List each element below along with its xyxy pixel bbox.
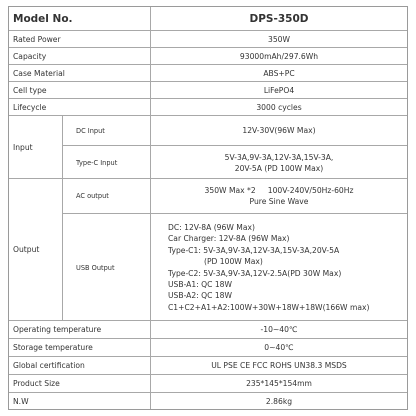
env-row-storage-temp xyxy=(9,339,407,357)
env-value: UL PSE CE FCC ROHS UN38.3 MSDS xyxy=(211,361,347,370)
usb-line: Car Charger: 12V-8A (96W Max) xyxy=(168,234,290,244)
ac-output-line: Pure Sine Wave xyxy=(249,197,309,206)
spec-row-capacity xyxy=(9,48,407,65)
usb-line: USB-A1: QC 18W xyxy=(168,279,233,289)
model-value: DPS-350D xyxy=(249,12,309,25)
usb-line: Type-C2: 5V-3A,9V-3A,12V-2.5A(PD 30W Max) xyxy=(168,268,342,278)
env-row-certification xyxy=(9,357,407,375)
input-section xyxy=(9,116,407,179)
output-section xyxy=(9,179,407,321)
spec-label: Rated Power xyxy=(9,31,151,47)
spec-row-lifecycle xyxy=(9,99,407,116)
spec-value: 93000mAh/297.6Wh xyxy=(239,51,319,61)
usb-line: DC: 12V-8A (96W Max) xyxy=(168,222,255,232)
usb-output-label: USB Output xyxy=(63,214,151,321)
spec-table xyxy=(8,6,408,410)
env-label: Global certification xyxy=(9,357,151,374)
env-row-operating-temp xyxy=(9,321,407,339)
output-label: Output xyxy=(9,179,63,320)
usb-line: (PD 100W Max) xyxy=(204,257,263,267)
spec-label: Cell type xyxy=(9,82,151,98)
typec-input-label: Type-C Input xyxy=(63,146,151,179)
env-row-product-size xyxy=(9,375,407,393)
usb-output-value xyxy=(151,214,407,321)
usb-line: Type-C1: 5V-3A,9V-3A,12V-3A,15V-3A,20V-5A xyxy=(168,245,340,255)
spec-label: Capacity xyxy=(9,48,151,64)
usb-output-lines xyxy=(168,222,369,313)
spec-value: LiFePO4 xyxy=(263,85,295,95)
env-label: Operating temperature xyxy=(9,321,151,338)
env-value: -10~40℃ xyxy=(260,325,298,334)
ac-output-line: 350W Max *2 100V-240V/50Hz-60Hz xyxy=(204,186,354,195)
spec-label: Lifecycle xyxy=(9,99,151,115)
env-label: Storage temperature xyxy=(9,339,151,356)
spec-value: 350W xyxy=(267,34,290,44)
model-label: Model No. xyxy=(9,7,151,30)
spec-row-rated-power xyxy=(9,31,407,48)
typec-input-value xyxy=(151,146,407,179)
spec-value: ABS+PC xyxy=(263,68,295,78)
env-value: 2.86kg xyxy=(265,396,293,406)
spec-label: Case Material xyxy=(9,65,151,81)
usb-line: USB-A2: QC 18W xyxy=(168,291,233,301)
typec-input-line: 20V-5A (PD 100W Max) xyxy=(234,163,324,173)
env-row-weight xyxy=(9,393,407,409)
env-value: 0~40℃ xyxy=(264,343,294,352)
spec-row-case-material xyxy=(9,65,407,82)
ac-output-value xyxy=(151,179,407,213)
typec-input-line: 5V-3A,9V-3A,12V-3A,15V-3A, xyxy=(224,152,334,162)
model-row xyxy=(9,7,407,31)
spec-value: 3000 cycles xyxy=(256,102,302,112)
input-label: Input xyxy=(9,116,63,178)
usb-line: C1+C2+A1+A2:100W+30W+18W+18W(166W max) xyxy=(168,302,370,312)
ac-output-label: AC output xyxy=(63,179,151,213)
env-label: N.W xyxy=(9,393,151,409)
spec-row-cell-type xyxy=(9,82,407,99)
dc-input-value: 12V-30V(96W Max) xyxy=(242,126,316,135)
env-value: 235*145*154mm xyxy=(246,379,312,388)
dc-input-label: DC Input xyxy=(63,116,151,145)
env-label: Product Size xyxy=(9,375,151,392)
